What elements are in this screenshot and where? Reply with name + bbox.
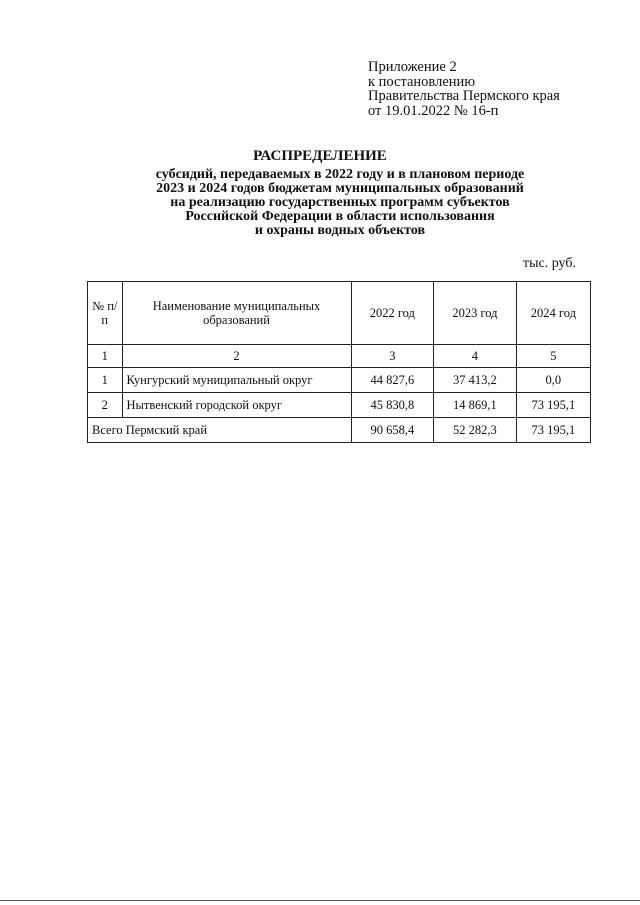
table-row xyxy=(88,393,591,418)
subtitle-line: субсидий, передаваемых в 2022 году и в плановом периоде xyxy=(155,167,525,182)
column-number: 5 xyxy=(516,345,590,368)
appendix-line: Правительства Пермского края xyxy=(368,88,560,104)
appendix-line: Приложение 2 xyxy=(368,59,457,75)
column-number: 1 xyxy=(88,345,123,368)
subtitle-line: Российской Федерации в области использования xyxy=(185,209,495,224)
table-row xyxy=(88,368,591,393)
document-title: РАСПРЕДЕЛЕНИЕ xyxy=(253,148,387,164)
header-2023: 2023 год xyxy=(434,282,517,345)
header-name: Наименование муниципальных образований xyxy=(122,282,351,345)
column-number: 4 xyxy=(434,345,517,368)
appendix-block xyxy=(368,60,560,118)
appendix-line: от 19.01.2022 № 16-п xyxy=(368,102,499,119)
row-num: 2 xyxy=(88,393,123,418)
total-row xyxy=(88,418,591,443)
header-2024: 2024 год xyxy=(516,282,590,345)
row-2022: 45 830,8 xyxy=(351,393,434,418)
page-bottom-rule xyxy=(0,900,640,901)
total-2022: 90 658,4 xyxy=(351,418,434,443)
header-num: № п/п xyxy=(88,282,123,345)
appendix-line: к постановлению xyxy=(368,73,476,90)
column-number: 2 xyxy=(122,345,351,368)
row-name: Нытвенский городской округ xyxy=(122,393,351,418)
header-2022: 2022 год xyxy=(351,282,434,345)
table-header-row xyxy=(88,282,591,345)
row-2024: 73 195,1 xyxy=(516,393,590,418)
total-2024: 73 195,1 xyxy=(516,418,590,443)
units-label: тыс. руб. xyxy=(523,256,576,271)
column-number-row xyxy=(88,345,591,368)
row-2023: 37 413,2 xyxy=(434,368,517,393)
column-number: 3 xyxy=(351,345,434,368)
row-2022: 44 827,6 xyxy=(351,368,434,393)
document-subtitle xyxy=(120,168,560,238)
subtitle-line: и охраны водных объектов xyxy=(254,223,426,238)
distribution-table xyxy=(87,281,591,443)
row-name: Кунгурский муниципальный округ xyxy=(122,368,351,393)
row-2024: 0,0 xyxy=(516,368,590,393)
subtitle-line: на реализацию государственных программ субъектов xyxy=(170,195,510,210)
total-label: Всего Пермский край xyxy=(88,418,352,443)
total-2023: 52 282,3 xyxy=(434,418,517,443)
row-num: 1 xyxy=(88,368,123,393)
subtitle-line: 2023 и 2024 годов бюджетам муниципальных образований xyxy=(156,181,524,196)
row-2023: 14 869,1 xyxy=(434,393,517,418)
